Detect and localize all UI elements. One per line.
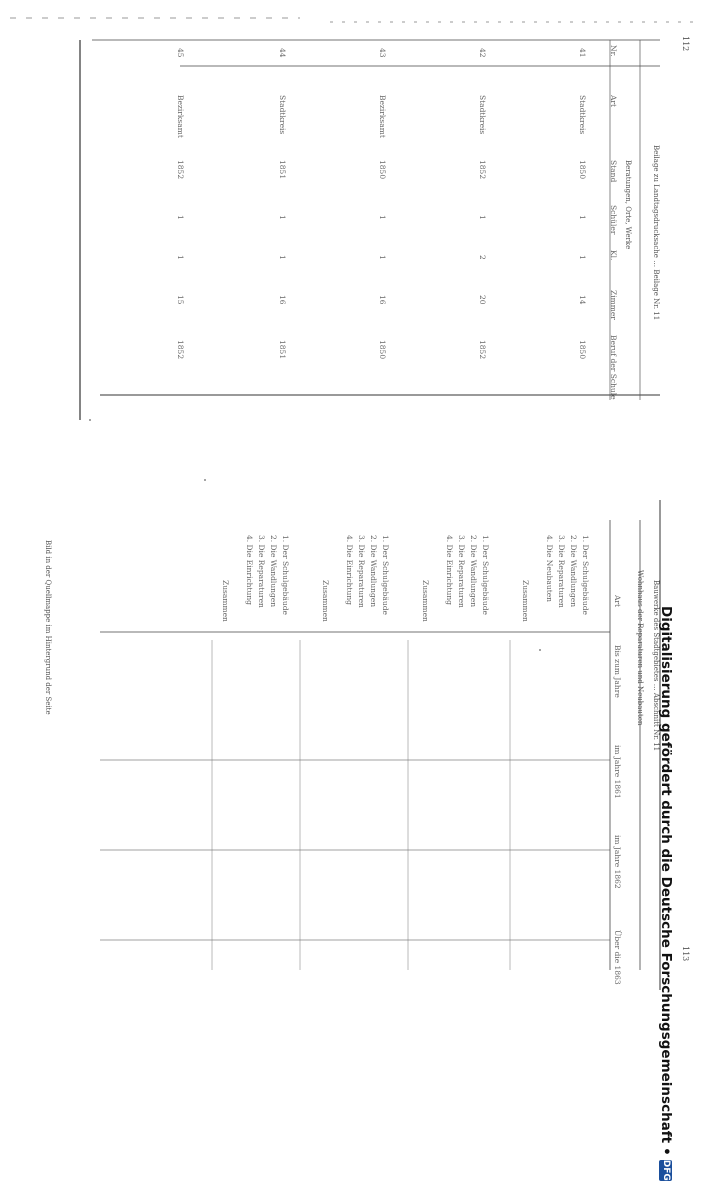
row-kl: 1: [378, 215, 387, 220]
footer-text: Digitalisierung gefördert durch die Deutsche Forschungsgemeinschaft: [658, 606, 674, 1144]
row-name: Stadtkreis: [478, 95, 487, 135]
col-header: Art: [609, 95, 618, 108]
list-item: 1. Der Schulgebäude: [281, 535, 290, 615]
row-kl: 1: [278, 215, 287, 220]
row-no: 43: [378, 48, 387, 58]
header-right: Bauwerke des Stadtgebietes … Abschnitt Nr. 11: [652, 580, 660, 752]
row-r: 16: [278, 295, 287, 305]
row-beruf: 1852: [478, 340, 487, 360]
row-r: 20: [478, 295, 487, 305]
list-item: 2. Die Wandlungen: [369, 535, 378, 608]
page-number-top: 112: [681, 36, 690, 52]
row-beruf: 1850: [378, 340, 387, 360]
group-total: Zusammen: [421, 580, 430, 622]
row-no: 45: [176, 48, 185, 58]
group-total: Zusammen: [221, 580, 230, 622]
row-no: 41: [578, 48, 587, 58]
left-table-title: Beratungen, Orte, Werke: [624, 160, 632, 250]
col-header: Über die 1863: [613, 930, 622, 985]
row-stand: 1850: [378, 160, 387, 180]
row-z: 2: [478, 255, 487, 260]
col-header: Kl.: [609, 250, 618, 261]
row-r: 16: [378, 295, 387, 305]
list-item: 2. Die Wandlungen: [469, 535, 478, 608]
group-total: Zusammen: [321, 580, 330, 622]
list-item: 1. Der Schulgebäude: [381, 535, 390, 615]
row-kl: 1: [478, 215, 487, 220]
col-header: im Jahre 1861: [613, 745, 622, 799]
col-header: im Jahre 1862: [613, 835, 622, 889]
row-z: 1: [278, 255, 287, 260]
page-number-bottom: 113: [681, 946, 690, 962]
row-name: Bezirksamt: [378, 95, 387, 138]
caption: Bild in der Quellmappe im Hintergrund der Seite: [44, 540, 52, 715]
list-item: 3. Die Reparaturen: [457, 535, 466, 608]
list-item: 2. Die Wandlungen: [569, 535, 578, 608]
list-item: 4. Die Einrichtung: [245, 535, 254, 605]
col-header: Art: [613, 595, 622, 608]
row-name: Stadtkreis: [578, 95, 587, 135]
right-table-title: Wohnhaus der Reparaturen und Neubauten: [636, 570, 644, 726]
list-item: 4. Die Einrichtung: [345, 535, 354, 605]
list-item: 2. Die Wandlungen: [269, 535, 278, 608]
list-item: 3. Die Reparaturen: [557, 535, 566, 608]
list-item: 3. Die Reparaturen: [257, 535, 266, 608]
list-item: 4. Die Neubauten: [545, 535, 554, 602]
row-stand: 1850: [578, 160, 587, 180]
list-item: 3. Die Reparaturen: [357, 535, 366, 608]
row-no: 44: [278, 48, 287, 58]
row-name: Bezirksamt: [176, 95, 185, 138]
header-left: Beilage zu Landtagsdrucksache … Beilage Nr. 11: [652, 145, 660, 321]
row-stand: 1852: [478, 160, 487, 180]
col-header: Zimmer: [609, 290, 618, 320]
dfg-logo: DFG: [661, 1159, 671, 1181]
footer-bullet: •: [658, 1147, 674, 1156]
col-header: Nr.: [609, 45, 618, 57]
row-beruf: 1852: [176, 340, 185, 360]
row-z: 1: [578, 255, 587, 260]
list-item: 1. Der Schulgebäude: [581, 535, 590, 615]
col-header: Beruf der Schule: [609, 335, 618, 400]
row-beruf: 1850: [578, 340, 587, 360]
col-header: Stand: [609, 160, 618, 183]
row-kl: 1: [176, 215, 185, 220]
list-item: 4. Die Einrichtung: [445, 535, 454, 605]
row-r: 14: [578, 295, 587, 305]
row-beruf: 1851: [278, 340, 287, 360]
row-name: Stadtkreis: [278, 95, 287, 135]
group-total: Zusammen: [521, 580, 530, 622]
row-z: 1: [378, 255, 387, 260]
row-r: 15: [176, 295, 185, 305]
row-stand: 1851: [278, 160, 287, 180]
col-header: Bis zum Jahre: [613, 645, 622, 698]
col-header: Schüler: [609, 205, 618, 235]
footer: [655, 606, 677, 1181]
row-stand: 1852: [176, 160, 185, 180]
row-kl: 1: [578, 215, 587, 220]
list-item: 1. Der Schulgebäude: [481, 535, 490, 615]
row-z: 1: [176, 255, 185, 260]
row-no: 42: [478, 48, 487, 58]
